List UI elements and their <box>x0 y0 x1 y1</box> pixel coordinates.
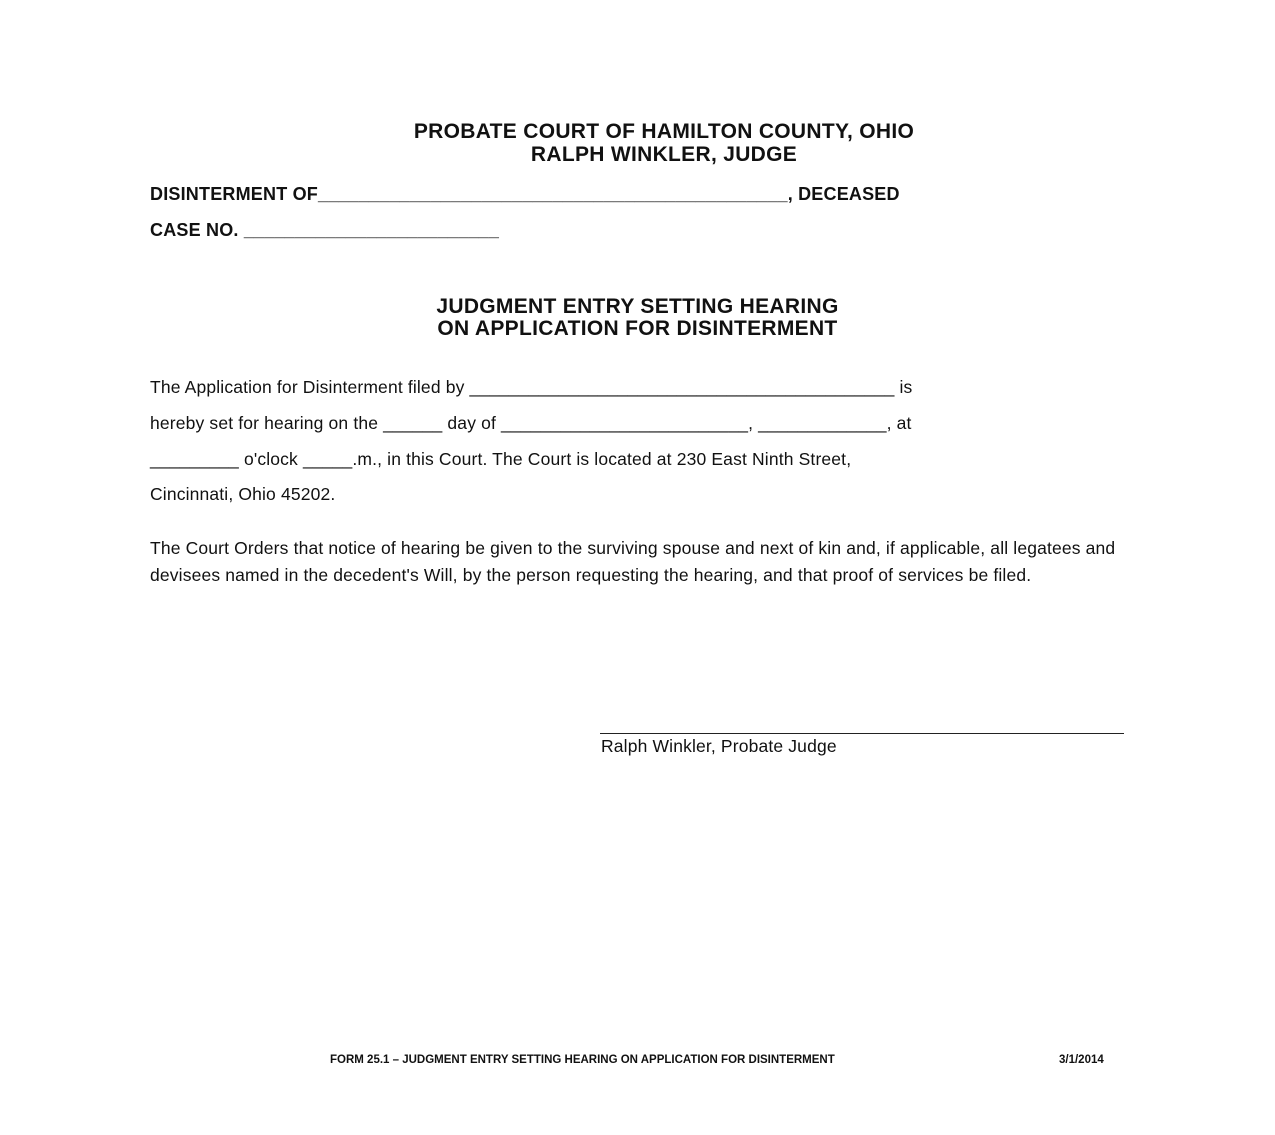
court-address-line: Cincinnati, Ohio 45202. <box>150 484 336 504</box>
hearing-date-line: hereby set for hearing on the ______ day of _________________________, _____________, at <box>150 413 912 433</box>
footer-date: 3/1/2014 <box>1059 1054 1104 1066</box>
document-title-line-2: ON APPLICATION FOR DISINTERMENT <box>437 317 838 340</box>
case-number-line: CASE NO. _________________________ <box>150 220 500 240</box>
hearing-time-location-line: _________ o'clock _____.m., in this Court. The Court is located at 230 East Ninth Street, <box>150 449 852 469</box>
signature-label: Ralph Winkler, Probate Judge <box>601 736 837 756</box>
disinterment-of-line: DISINTERMENT OF______________________________________________, DECEASED <box>150 184 900 204</box>
application-filed-by-line: The Application for Disinterment filed by ___________________________________________ is <box>150 377 913 397</box>
signature-line <box>600 733 1124 734</box>
document-title-line-1: JUDGMENT ENTRY SETTING HEARING <box>436 295 839 318</box>
court-order-paragraph: The Court Orders that notice of hearing be given to the surviving spouse and next of kin and, if applicable, all legatees and devisees named in the decedent's Will, by the person requesting the hearing, and that proof of services be filed. <box>150 538 1116 585</box>
footer-form-title: FORM 25.1 – JUDGMENT ENTRY SETTING HEARING ON APPLICATION FOR DISINTERMENT <box>330 1054 835 1066</box>
judge-name: RALPH WINKLER, JUDGE <box>530 143 798 166</box>
court-name: PROBATE COURT OF HAMILTON COUNTY, OHIO <box>413 120 915 143</box>
